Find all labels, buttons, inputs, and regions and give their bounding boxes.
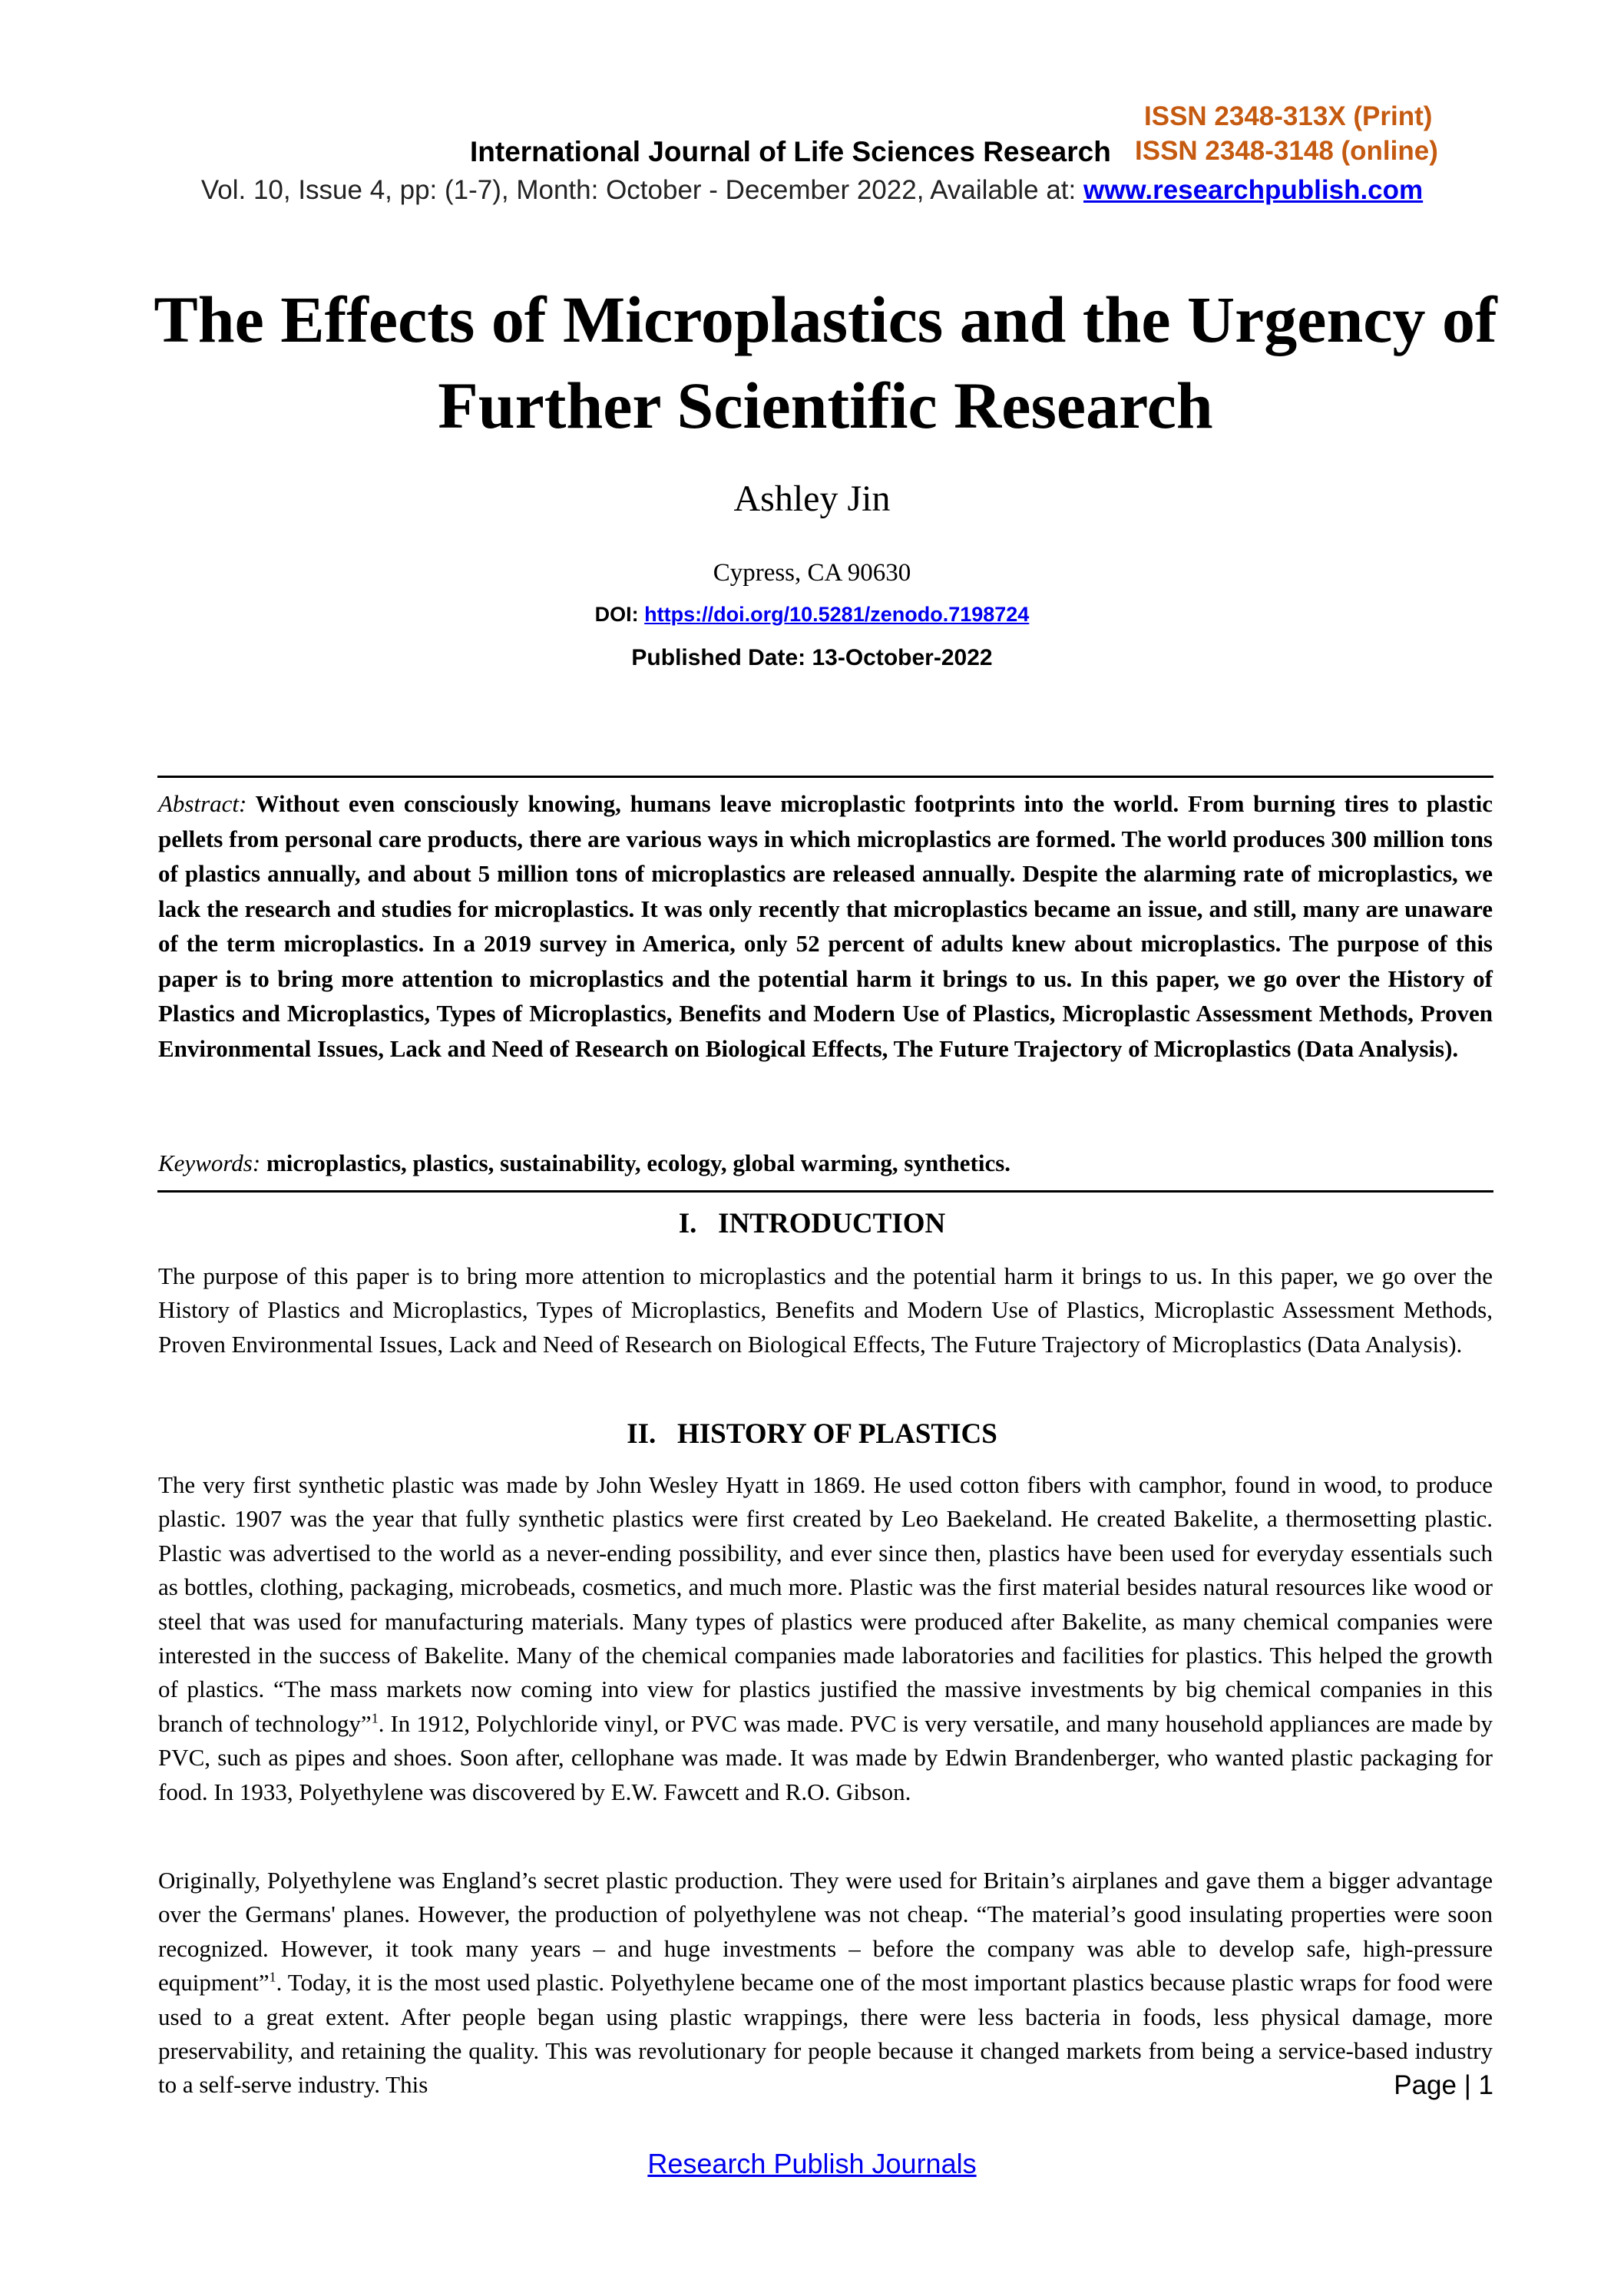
doi-link[interactable]: https://doi.org/10.5281/zenodo.7198724 [644, 603, 1030, 626]
page-number: Page | 1 [1394, 2070, 1493, 2100]
introduction-paragraph: The purpose of this paper is to bring more attention to microplastics and the potential harm it brings to us. In this paper, we go over the History of Plastics and Microplastics, Types of Microplastics, Benefits and Modern Use of Plastics, Microplastic Assessment Methods, Proven Environmental Issues, Lack and Need of Research on Biological Effects, The Future Trajectory of Microplastics (Data Analysis). [158, 1262, 1493, 1358]
section-heading-history: II. HISTORY OF PLASTICS [627, 1418, 997, 1450]
section-heading-introduction: I. INTRODUCTION [678, 1208, 946, 1239]
history-p2-text-a: Originally, Polyethylene was England’s secret plastic production. They were used for Britain’s airplanes and gave them a bigger advantage over the Germans' planes. However, the production of polyethylene was not cheap. “The material’s good insulating properties were soon recognized. However, it took many years – and huge investments – before the company was able to develop safe, high-pressure equipment” [158, 1867, 1493, 1997]
citation-superscript: 1 [371, 1710, 379, 1726]
keywords [158, 1146, 1493, 1180]
volume-info-text: Vol. 10, Issue 4, pp: (1-7), Month: October - December 2022, Available at: [200, 175, 1083, 205]
paper-title: The Effects of Microplastics and the Urgency of Further Scientific Research [154, 283, 1497, 442]
abstract-text: Without even consciously knowing, humans leave microplastic footprints into the world. From burning tires to plastic pellets from personal care products, there are various ways in which microplastics are formed. The world produces 300 million tons of plastics annually, and about 5 million tons of microplastics are released annually. Despite the alarming rate of microplastics, we lack the research and studies for microplastics. It was only recently that microplastics became an issue, and still, many are unaware of the term microplastics. In a 2019 survey in America, only 52 percent of adults knew about microplastics. The purpose of this paper is to bring more attention to microplastics and the potential harm it brings to us. In this paper, we go over the History of Plastics and Microplastics, Types of Microplastics, Benefits and Modern Use of Plastics, Microplastic Assessment Methods, Proven Environmental Issues, Lack and Need of Research on Biological Effects, The Future Trajectory of Microplastics (Data Analysis). [158, 790, 1493, 1062]
footer [0, 2148, 1624, 2180]
citation-superscript: 1 [269, 1969, 276, 1985]
volume-info [0, 175, 1624, 206]
doi-line [0, 603, 1624, 627]
author-name: Ashley Jin [733, 478, 891, 519]
history-p2-text-b: . Today, it is the most used plastic. Polyethylene became one of the most important plastics because plastic wraps for food were used to a great extent. After people began using plastic wrappings, there were less bacteria in foods, less physical damage, more preservability, and retaining the quality. This was revolutionary for people because it changed markets from being a service-based industry to a self-serve industry. This [158, 1969, 1493, 2099]
history-p1-text-b: . In 1912, Polychloride vinyl, or PVC was made. PVC is very versatile, and many household appliances are made by PVC, such as pipes and shoes. Soon after, cellophane was made. It was made by Edwin Brandenberger, who wanted plastic packaging for food. In 1933, Polyethylene was discovered by E.W. Fawcett and R.O. Gibson. [158, 1709, 1493, 1805]
website-link[interactable]: www.researchpublish.com [1083, 175, 1424, 205]
history-p1-text-a: The very first synthetic plastic was made by John Wesley Hyatt in 1869. He used cotton fibers with camphor, found in wood, to produce plastic. 1907 was the year that fully synthetic plastics were first created by Leo Baekeland. He created Bakelite, a thermosetting plastic. Plastic was advertised to the world as a never-ending possibility, and ever since then, plastics have been used for everyday essentials such as bottles, clothing, packaging, microbeads, cosmetics, and much more. Plastic was the first material besides natural resources like wood or steel that was used for manufacturing materials. Many types of plastics were produced after Bakelite, as many chemical companies were interested in the success of Bakelite. Many of the chemical companies made laboratories and facilities for plastics. This helped the growth of plastics. “The mass markets now coming into view for plastics justified the massive investments by big chemical companies in this branch of technology” [158, 1471, 1493, 1737]
footer-journal-link[interactable]: Research Publish Journals [647, 2148, 977, 2179]
doi-label: DOI: [594, 603, 645, 626]
history-paragraph-2 [158, 1864, 1493, 2102]
issn-online: ISSN 2348-3148 (online) [1135, 136, 1438, 166]
keywords-label: Keywords: [158, 1150, 261, 1176]
history-paragraph-1 [158, 1468, 1493, 1809]
keywords-text: microplastics, plastics, sustainability, ecology, global warming, synthetics. [260, 1150, 1011, 1176]
author-affiliation: Cypress, CA 90630 [713, 559, 911, 587]
abstract-bottom-rule [157, 1190, 1493, 1193]
abstract-top-rule [157, 776, 1493, 778]
issn-print: ISSN 2348-313X (Print) [1144, 101, 1433, 131]
journal-name: International Journal of Life Sciences Research [470, 136, 1111, 167]
published-date: Published Date: 13-October-2022 [631, 645, 993, 670]
abstract-label: Abstract: [158, 790, 247, 817]
abstract [158, 786, 1493, 1066]
